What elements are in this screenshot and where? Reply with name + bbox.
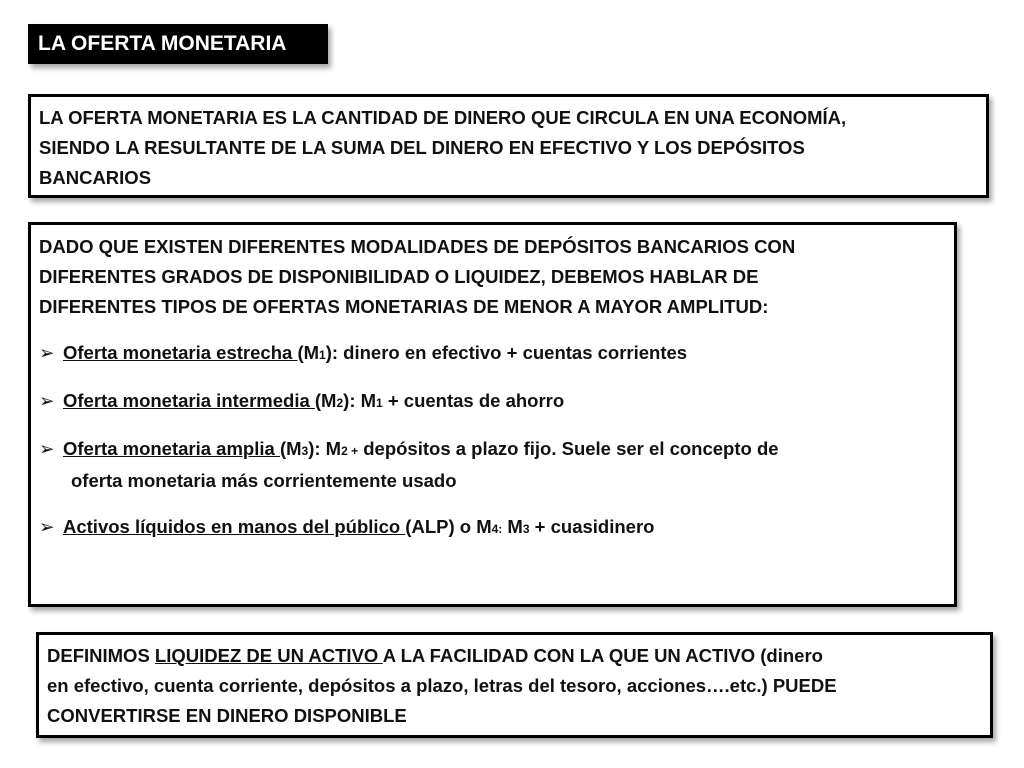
intro-line: DIFERENTES TIPOS DE OFERTAS MONETARIAS DE MENOR A MAYOR AMPLITUD: (39, 296, 769, 317)
types-box (28, 222, 957, 607)
list-item-m1: ➢ Oferta monetaria estrecha (M1): dinero en efectivo + cuentas corrientes (39, 338, 946, 370)
arrow-bullet-icon: ➢ (39, 342, 55, 363)
list-item-m4: ➢ Activos líquidos en manos del público (ALP) o M4: M3 + cuasidinero (39, 512, 946, 544)
liquidity-box (36, 632, 993, 738)
definition-box (28, 94, 989, 198)
definition-line: SIENDO LA RESULTANTE DE LA SUMA DEL DINERO EN EFECTIVO Y LOS DEPÓSITOS (39, 137, 805, 158)
liquidity-line: en efectivo, cuenta corriente, depósitos a plazo, letras del tesoro, acciones….etc.) PUEDE (47, 675, 837, 696)
list-item-m2: ➢ Oferta monetaria intermedia (M2): M1 + cuentas de ahorro (39, 386, 946, 418)
intro-line: DADO QUE EXISTEN DIFERENTES MODALIDADES DE DEPÓSITOS BANCARIOS CON (39, 236, 796, 257)
slide-title: LA OFERTA MONETARIA (28, 24, 328, 64)
definition-line: LA OFERTA MONETARIA ES LA CANTIDAD DE DINERO QUE CIRCULA EN UNA ECONOMÍA, (39, 107, 847, 128)
arrow-bullet-icon: ➢ (39, 390, 55, 411)
item-continuation: oferta monetaria más corrientemente usado (71, 470, 457, 491)
liquidity-line: CONVERTIRSE EN DINERO DISPONIBLE (47, 705, 407, 726)
item-name: Oferta monetaria amplia (63, 438, 280, 459)
item-name: Oferta monetaria estrecha (63, 342, 298, 363)
item-name: Activos líquidos en manos del público (63, 516, 406, 537)
definition-line: BANCARIOS (39, 167, 152, 188)
liquidity-line: DEFINIMOS LIQUIDEZ DE UN ACTIVO A LA FACILIDAD CON LA QUE UN ACTIVO (dinero (47, 645, 823, 666)
intro-line: DIFERENTES GRADOS DE DISPONIBILIDAD O LIQUIDEZ, DEBEMOS HABLAR DE (39, 266, 759, 287)
list-item-m3: ➢ Oferta monetaria amplia (M3): M2 + depósitos a plazo fijo. Suele ser el concepto de (39, 434, 946, 466)
arrow-bullet-icon: ➢ (39, 438, 55, 459)
arrow-bullet-icon: ➢ (39, 516, 55, 537)
item-name: Oferta monetaria intermedia (63, 390, 315, 411)
liquidity-term: LIQUIDEZ DE UN ACTIVO (154, 645, 383, 666)
